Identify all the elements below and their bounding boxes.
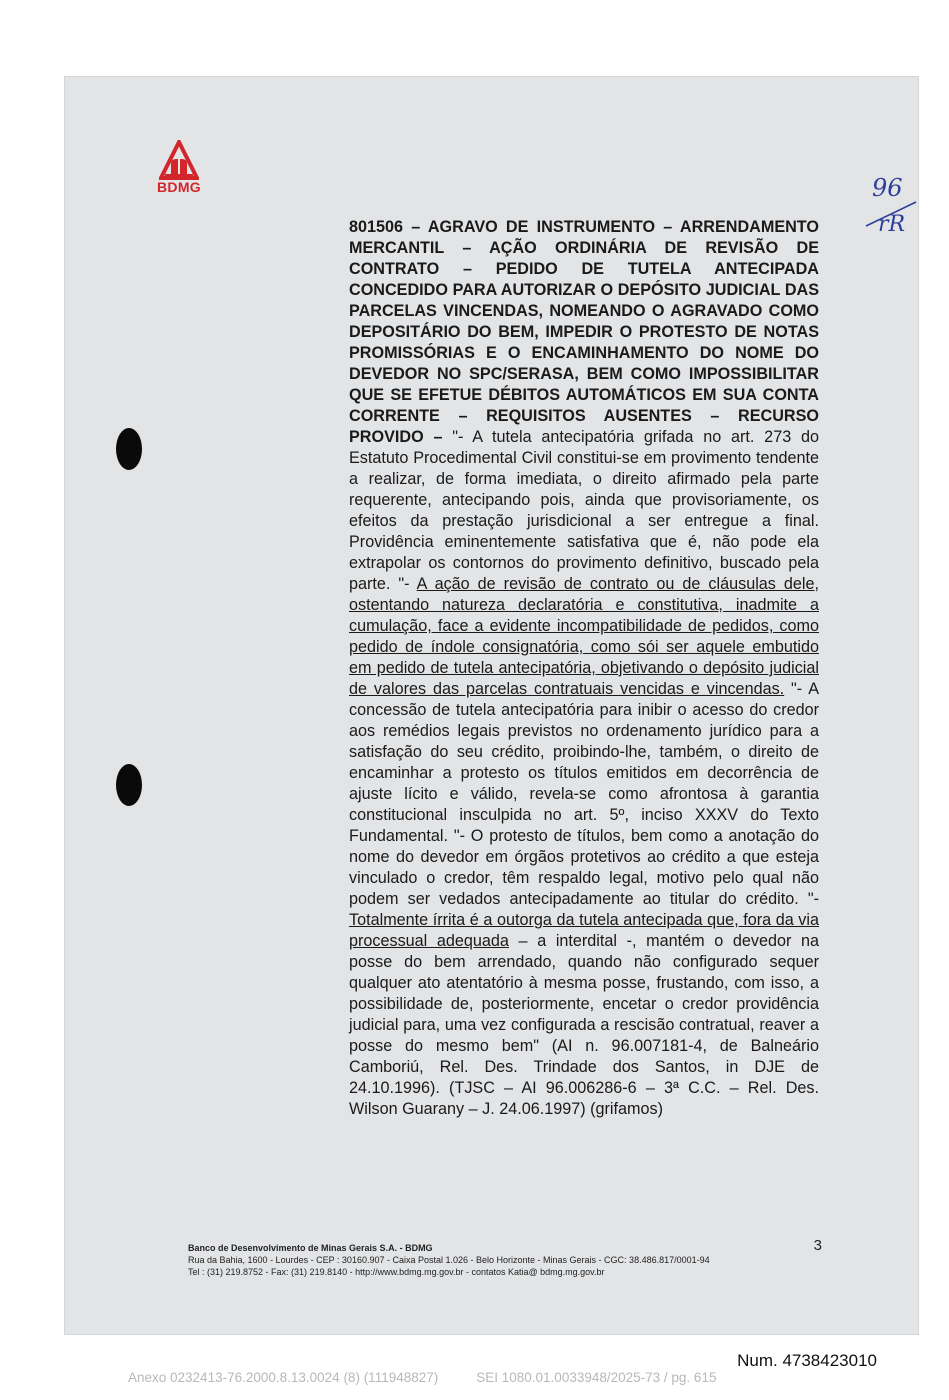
footer-contact: Tel : (31) 219.8752 - Fax: (31) 219.8140 - http://www.bdmg.mg.gov.br - contatos Katia@ bdmg.mg.gov.br (188, 1267, 605, 1277)
ementa-heading: 801506 – AGRAVO DE INSTRUMENTO – ARRENDAMENTO MERCANTIL – AÇÃO ORDINÁRIA DE REVISÃO DE CONTRATO – PEDIDO DE TUTELA ANTECIPADA CONCEDIDO PARA AUTORIZAR O DEPÓSITO JUDICIAL DAS PARCELAS VINCENDAS, NOMEANDO O AGRAVADO COMO DEPOSITÁRIO DO BEM, IMPEDIR O PROTESTO DE NOTAS PROMISSÓRIAS E O ENCAMINHAMENTO DO NOME DO DEVEDOR NO SPC/SERASA, BEM COMO IMPOSSIBILITAR QUE SE EFETUE DÉBITOS AUTOMÁTICOS EM SUA CONTA CORRENTE – REQUISITOS AUSENTES – RECURSO PROVIDO – (349, 218, 819, 446)
letterhead-footer (188, 1237, 828, 1278)
punch-hole-top (116, 428, 142, 470)
footer-bank-name: Banco de Desenvolvimento de Minas Gerais S.A. - BDMG (188, 1243, 433, 1253)
body-paragraph-3: – a interdital -, mantém o devedor na posse do bem arrendado, quando não configurado sequer qualquer ato atentatório à mesma posse, frustando, com isso, a possibilidade de, posteriormente, encetar o credor providência judicial para, uma vez configurada a rescisão contratual, reaver a posse do mesmo bem" (AI n. 96.007181-4, de Balneário Camboriú, Rel. Des. Trindade dos Santos, in DJE de 24.10.1996). (TJSC – AI 96.006286-6 – 3ª C.C. – Rel. Des. Wilson Guarany – J. 24.06.1997) (grifamos) (349, 932, 819, 1118)
document-body (349, 217, 819, 1120)
underlined-passage-1: A ação de revisão de contrato ou de cláusulas dele, ostentando natureza declaratória e constitutiva, inadmite a cumulação, face a evidente incompatibilidade de pedidos, como pedido de índole consignatória, como sói ser aquele embutido em pedido de tutela antecipatória, objetivando o depósito judicial de valores das parcelas contratuais vencidas e vincendas. (349, 575, 819, 698)
handwritten-annotation (862, 176, 922, 246)
annex-stamp (128, 1370, 754, 1385)
body-paragraph-2: "- A concessão de tutela antecipatória para inibir o acesso do credor aos remédios legais previstos no ordenamento jurídico para a satisfação do seu crédito, proibindo-lhe, também, o direito de encaminhar a protesto os títulos emitidos em decorrência de ajuste lícito e válido, revela-se como afrontosa à garantia constitucional insculpida no art. 5º, inciso XXXV do Texto Fundamental. "- O protesto de títulos, bem como a anotação do nome do devedor em órgãos protetivos ao crédito a que esteja vinculado o credor, têm respaldo legal, motivo pelo qual não podem ser vedados antecipadamente ao titular do crédito. "- (349, 680, 819, 908)
logo-text: BDMG (157, 179, 201, 195)
handwritten-initials: rR (878, 212, 906, 237)
page-number: 3 (813, 1237, 822, 1254)
handwritten-number: 96 (872, 174, 903, 202)
sei-reference: SEI 1080.01.0033948/2025-73 / pg. 615 (476, 1370, 717, 1385)
footer-address: Rua da Bahia, 1600 - Lourdes - CEP : 30160.907 - Caixa Postal 1.026 - Belo Horizonte - Minas Gerais - CGC: 38.486.817/0001-94 (188, 1255, 710, 1265)
underlined-passage-2: Totalmente írrita é a outorga da tutela antecipada que, fora da via processual adequada (349, 911, 819, 950)
bdmg-logo (150, 140, 208, 200)
body-paragraph-1: "- A tutela antecipatória grifada no art. 273 do Estatuto Procedimental Civil constitui-se em provimento tendente a realizar, de forma imediata, o direito afirmado pela parte requerente, antecipando pois, ainda que provisoriamente, os efeitos da prestação jurisdicional a ser entregue a final. Providência eminentemente satisfativa que é, não pode ela extrapolar os contornos do provimento definitivo, buscado pela parte. "- (349, 428, 819, 593)
bdmg-logo-icon (159, 140, 199, 180)
punch-hole-bottom (116, 764, 142, 806)
document-number: Num. 4738423010 (737, 1351, 877, 1370)
annex-reference: Anexo 0232413-76.2000.8.13.0024 (8) (111948827) (128, 1370, 439, 1385)
